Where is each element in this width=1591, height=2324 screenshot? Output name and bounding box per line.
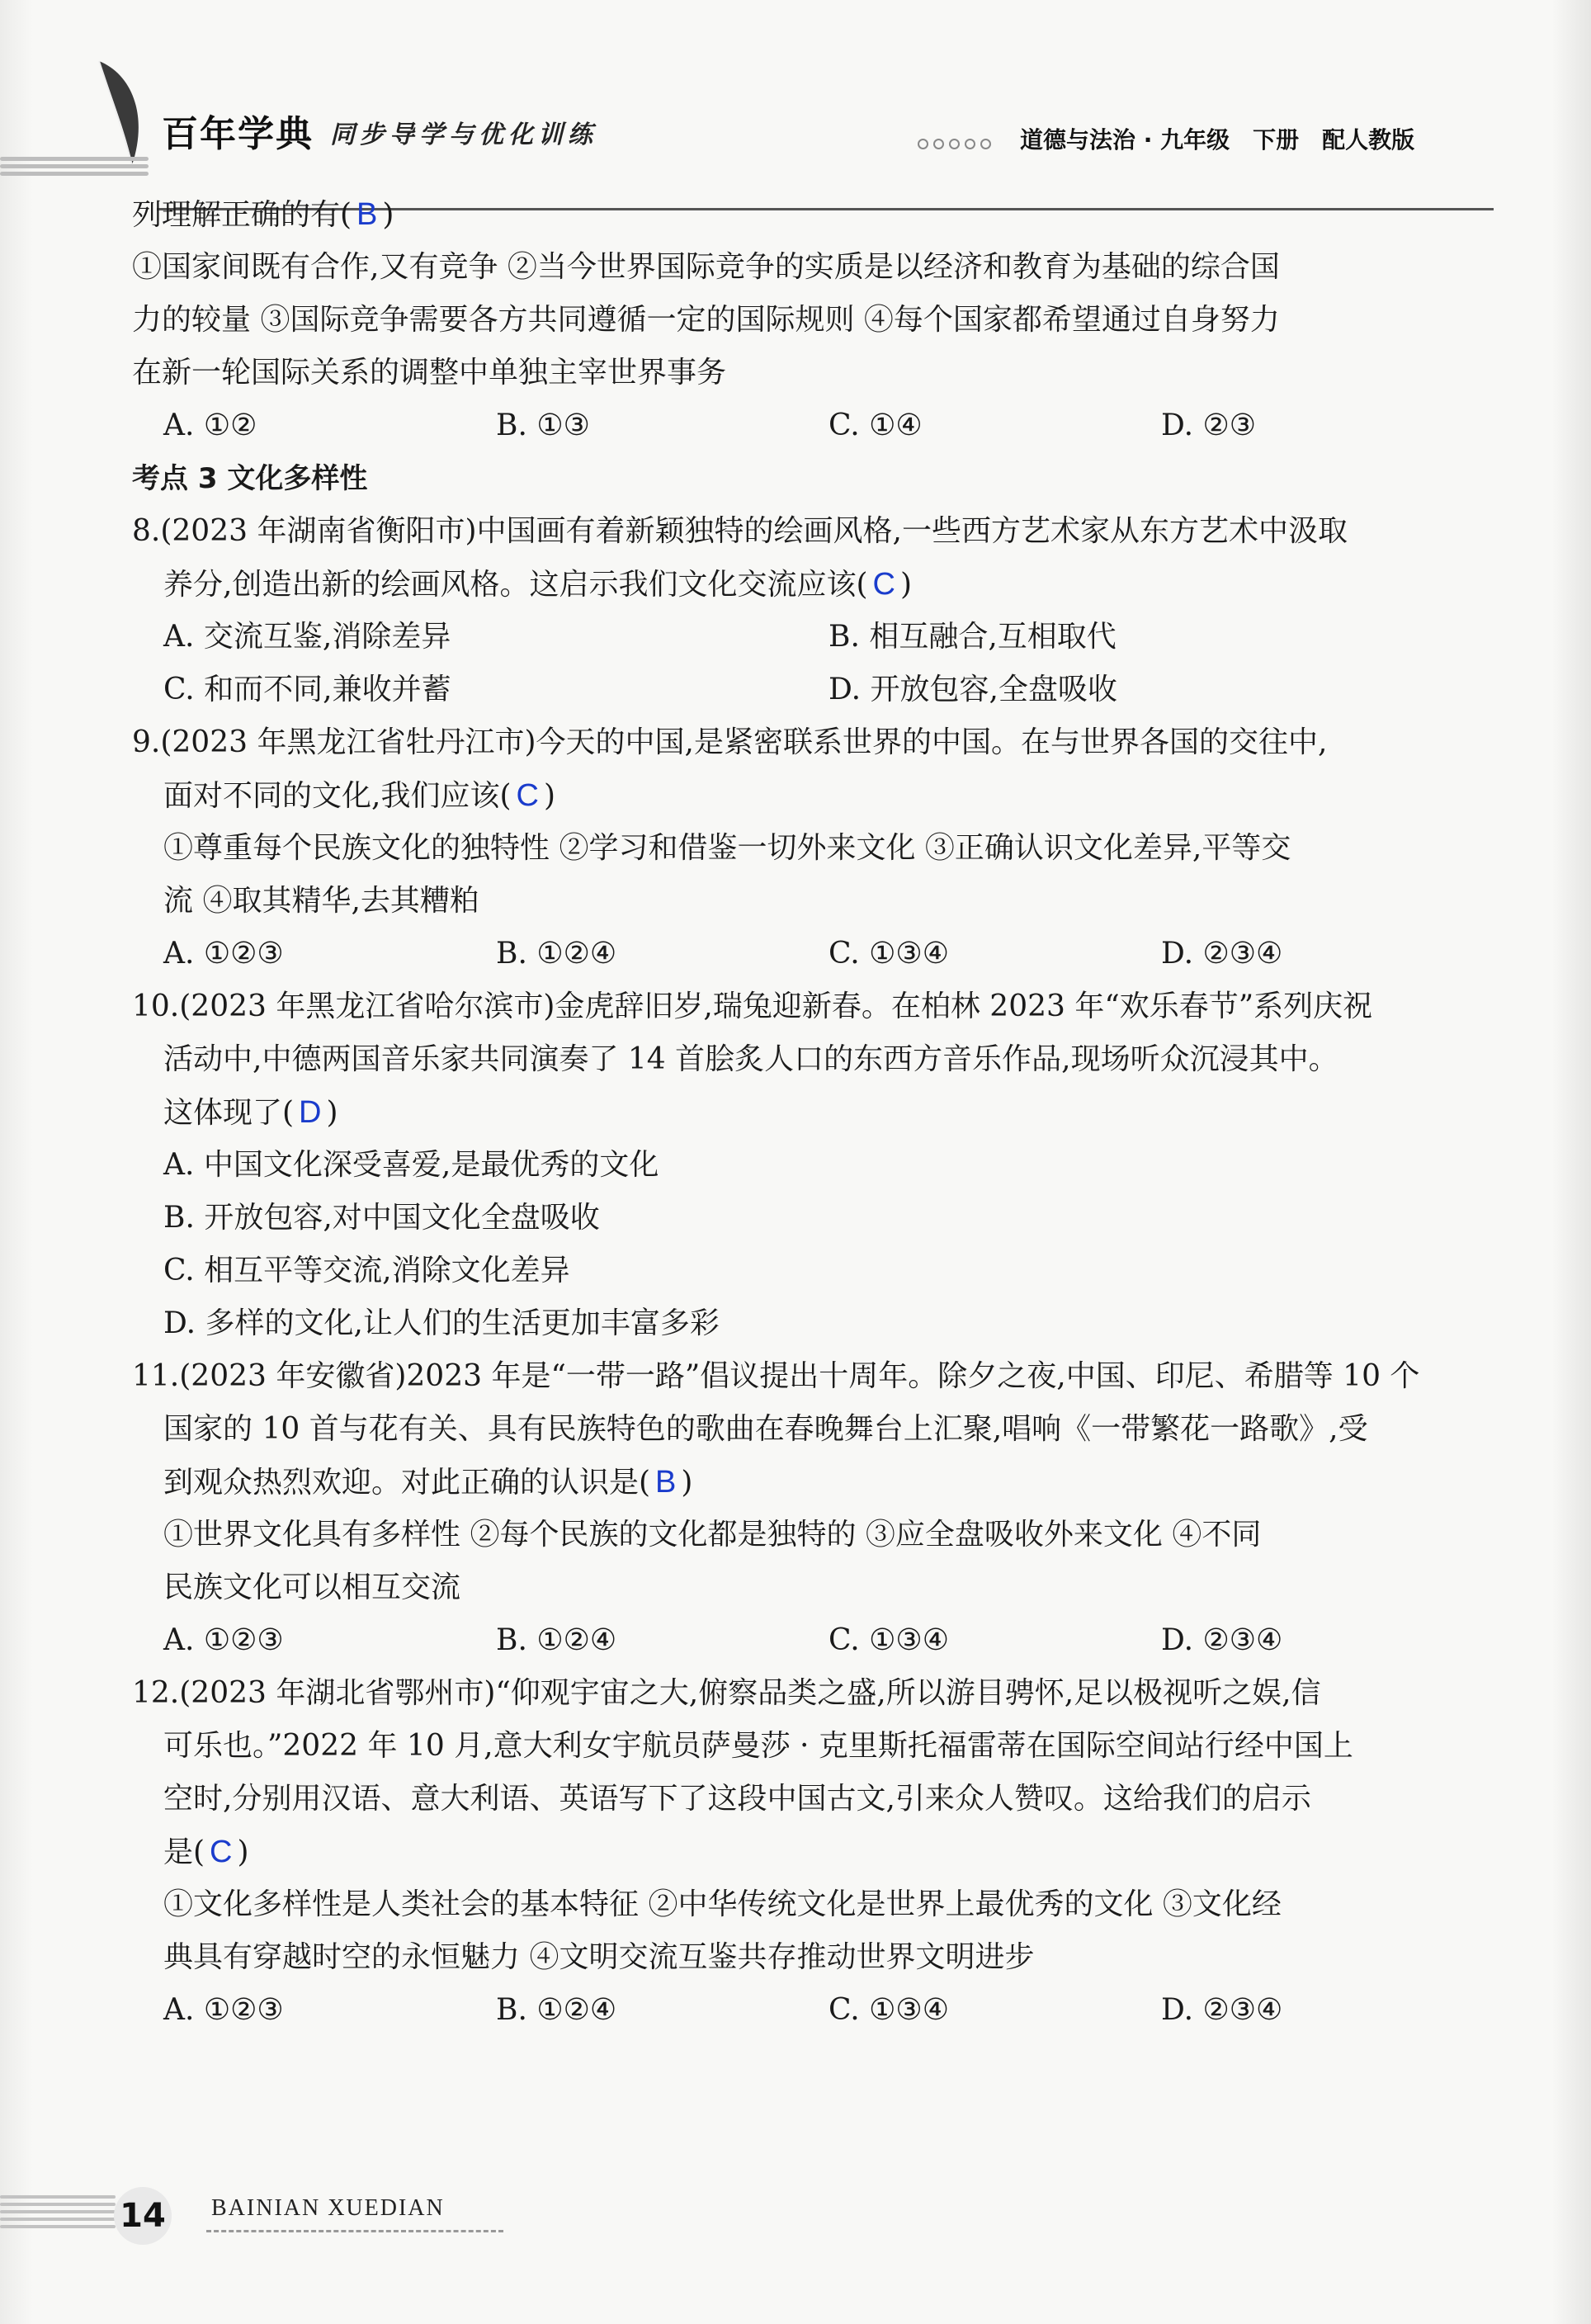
q9-statements-1: ①尊重每个民族文化的独特性 ②学习和借鉴一切外来文化 ③正确认识文化差异,平等交 — [163, 831, 1291, 865]
q11-stem-2: 国家的 10 首与花有关、具有民族特色的歌曲在春晚舞台上汇聚,唱响《一带繁花一路歌》,受 — [163, 1412, 1368, 1446]
q7-option-c: C. ①④ — [829, 409, 923, 442]
q12-stem-4: 是( C ) — [163, 1835, 249, 1869]
q9-statements-2: 流 ④取其精华,去其糟粕 — [163, 884, 479, 918]
q11-option-a: A. ①②③ — [163, 1623, 284, 1657]
page-footer — [0, 2170, 1591, 2270]
q11-option-d: D. ②③④ — [1161, 1623, 1283, 1657]
page-header — [0, 50, 1591, 173]
q10-stem-3: 这体现了( D ) — [163, 1095, 338, 1130]
q10-option-b: B. 开放包容,对中国文化全盘吸收 — [163, 1201, 600, 1235]
q7-statements-1: ①国家间既有合作,又有竞争 ②当今世界国际竞争的实质是以经济和教育为基础的综合国 — [132, 250, 1280, 284]
q7-statements-3: 在新一轮国际关系的调整中单独主宰世界事务 — [132, 356, 727, 390]
q11-options — [132, 1614, 1494, 1667]
q12-option-d: D. ②③④ — [1161, 1993, 1283, 2027]
q10-stem-1: 10.(2023 年黑龙江省哈尔滨市)金虎辞旧岁,瑞兔迎新春。在柏林 2023 年“欢乐春节”系列庆祝 — [132, 990, 1373, 1023]
quill-pen-icon — [83, 58, 157, 173]
q8-options-row2 — [132, 664, 1494, 716]
q10-option-a: A. 中国文化深受喜爱,是最优秀的文化 — [163, 1148, 659, 1182]
q11-stem-1: 11.(2023 年安徽省)2023 年是“一带一路”倡议提出十周年。除夕之夜,中国、印尼、希腊等 10 个 — [132, 1359, 1420, 1393]
q11-statements-2: 民族文化可以相互交流 — [163, 1571, 461, 1604]
q8-option-d: D. 开放包容,全盘吸收 — [829, 673, 1117, 706]
q9-answer: C — [516, 778, 539, 813]
q12-stem-3: 空时,分别用汉语、意大利语、英语写下了这段中国古文,引来众人赞叹。这给我们的启示 — [163, 1782, 1311, 1816]
header-dots — [918, 137, 996, 153]
q7-option-b: B. ①③ — [496, 409, 590, 442]
q12-options — [132, 1984, 1494, 2037]
q7-options — [132, 399, 1494, 452]
page-content — [132, 188, 1494, 2037]
q8-option-c: C. 和而不同,兼收并蓄 — [163, 673, 451, 706]
q12-statements-1: ①文化多样性是人类社会的基本特征 ②中华传统文化是世界上最优秀的文化 ③文化经 — [163, 1887, 1282, 1921]
q10-option-d: D. 多样的文化,让人们的生活更加丰富多彩 — [163, 1306, 720, 1340]
q10-stem-2: 活动中,中德两国音乐家共同演奏了 14 首脍炙人口的东西方音乐作品,现场听众沉浸其中。 — [163, 1042, 1338, 1076]
q12-option-a: A. ①②③ — [163, 1993, 284, 2027]
section-heading: 考点 3 文化多样性 — [132, 462, 368, 495]
q9-option-d: D. ②③④ — [1161, 937, 1283, 971]
q7-option-a: A. ①② — [163, 409, 257, 442]
q12-option-b: B. ①②④ — [496, 1993, 617, 2027]
q9-stem-2: 面对不同的文化,我们应该( C ) — [163, 778, 555, 813]
q12-stem-1: 12.(2023 年湖北省鄂州市)“仰观宇宙之大,俯察品类之盛,所以游目骋怀,足以极视听之娱,信 — [132, 1676, 1321, 1710]
q10-answer: D — [299, 1095, 322, 1130]
q8-option-b: B. 相互融合,互相取代 — [829, 620, 1117, 654]
q11-answer: B — [655, 1465, 677, 1500]
q9-option-b: B. ①②④ — [496, 937, 617, 971]
q8-answer: C — [872, 567, 895, 602]
header-decorative-bars — [0, 157, 149, 185]
subject-grade: 道德与法治 · 九年级 — [1020, 126, 1230, 154]
edition: 配人教版 — [1322, 126, 1415, 154]
q9-option-a: A. ①②③ — [163, 937, 284, 971]
q7-option-d: D. ②③ — [1161, 409, 1257, 442]
footer-decorative-bars — [0, 2195, 116, 2232]
q8-stem-2: 养分,创造出新的绘画风格。这启示我们文化交流应该( C ) — [163, 567, 912, 602]
q12-statements-2: 典具有穿越时空的永恒魅力 ④文明交流互鉴共存推动世界文明进步 — [163, 1940, 1035, 1974]
page-number: 14 — [114, 2187, 172, 2245]
brand-subtitle: 同步导学与优化训练 — [330, 120, 597, 149]
q8-options-row1 — [132, 611, 1494, 664]
q12-stem-2: 可乐也。”2022 年 10 月,意大利女宇航员萨曼莎 · 克里斯托福雷蒂在国际空间站行经中国上 — [163, 1729, 1353, 1763]
q11-option-b: B. ①②④ — [496, 1623, 617, 1657]
q9-stem-1: 9.(2023 年黑龙江省牡丹江市)今天的中国,是紧密联系世界的中国。在与世界各国的交往中, — [132, 725, 1328, 759]
q8-stem-1: 8.(2023 年湖南省衡阳市)中国画有着新颖独特的绘画风格,一些西方艺术家从东方艺术中汲取 — [132, 514, 1348, 548]
q11-option-c: C. ①③④ — [829, 1623, 949, 1657]
q7-answer: B — [356, 197, 378, 232]
q7-stem: 列理解正确的有( B ) — [132, 197, 394, 232]
q11-statements-1: ①世界文化具有多样性 ②每个民族的文化都是独特的 ③应全盘吸收外来文化 ④不同 — [163, 1518, 1262, 1552]
q9-options — [132, 928, 1494, 980]
q12-answer: C — [210, 1835, 233, 1869]
q10-option-c: C. 相互平等交流,消除文化差异 — [163, 1254, 570, 1287]
book-info — [1020, 122, 1438, 155]
q12-option-c: C. ①③④ — [829, 1993, 949, 2027]
q11-stem-3: 到观众热烈欢迎。对此正确的认识是( B ) — [163, 1465, 693, 1500]
series-name: BAINIAN XUEDIAN — [211, 2195, 445, 2221]
volume: 下册 — [1253, 126, 1300, 154]
brand-title: 百年学典 — [162, 113, 314, 155]
q9-option-c: C. ①③④ — [829, 937, 949, 971]
q8-option-a: A. 交流互鉴,消除差异 — [163, 620, 451, 654]
q7-statements-2: 力的较量 ③国际竞争需要各方共同遵循一定的国际规则 ④每个国家都希望通过自身努力 — [132, 303, 1280, 337]
footer-dashed-rule — [206, 2230, 503, 2232]
